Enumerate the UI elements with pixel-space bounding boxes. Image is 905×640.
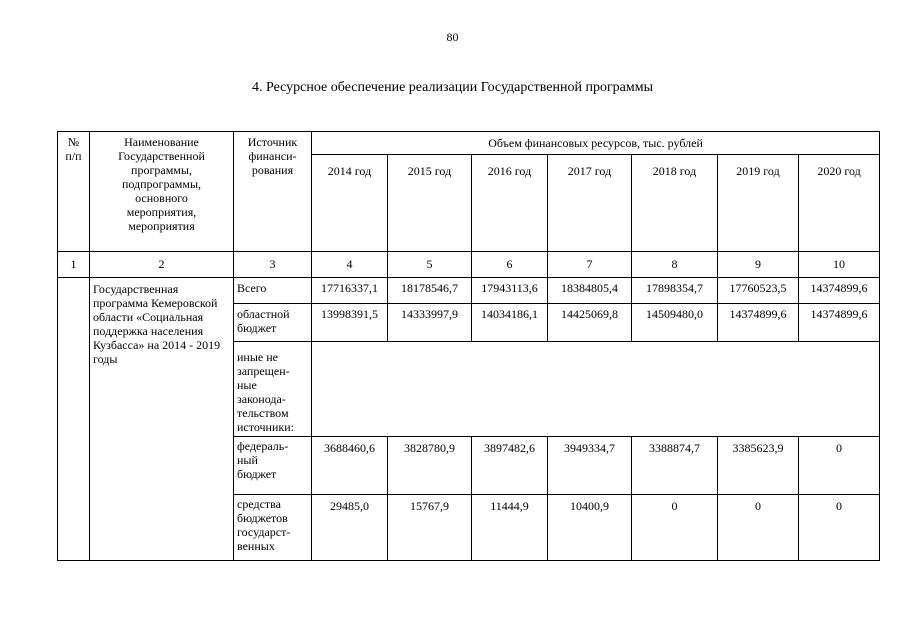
header-source: Источник финанси- рования bbox=[234, 132, 312, 252]
year-header: 2014 год bbox=[312, 155, 388, 252]
amount-cell: 14425069,8 bbox=[548, 304, 632, 342]
other-sources-blank bbox=[312, 342, 880, 437]
column-number: 9 bbox=[718, 252, 799, 278]
other-sources-label: иные не запрещен- ные законода- тельством источники: bbox=[234, 342, 312, 437]
header-number: № п/п bbox=[58, 132, 90, 252]
amount-cell: 0 bbox=[799, 437, 880, 495]
header-name: Наименование Государственной программы, подпрограммы, основного мероприятия, мероприятия bbox=[90, 132, 234, 252]
amount-cell: 18384805,4 bbox=[548, 278, 632, 304]
year-header: 2016 год bbox=[472, 155, 548, 252]
amount-cell: 11444,9 bbox=[472, 495, 548, 561]
funding-source bbox=[234, 278, 312, 304]
amount-cell: 14333997,9 bbox=[388, 304, 472, 342]
amount-cell: 3388874,7 bbox=[632, 437, 718, 495]
column-number: 3 bbox=[234, 252, 312, 278]
amount-cell: 14374899,6 bbox=[718, 304, 799, 342]
year-header: 2019 год bbox=[718, 155, 799, 252]
amount-cell: 14034186,1 bbox=[472, 304, 548, 342]
column-number: 4 bbox=[312, 252, 388, 278]
page-number: 80 bbox=[446, 30, 459, 44]
amount-cell: 0 bbox=[718, 495, 799, 561]
amount-cell: 29485,0 bbox=[312, 495, 388, 561]
funding-source-label: средства бюджетов государст- венных bbox=[237, 497, 291, 553]
amount-cell: 10400,9 bbox=[548, 495, 632, 561]
column-number: 5 bbox=[388, 252, 472, 278]
program-name: Государственная программа Кемеровской области «Социальная поддержка населения Кузбасса» на 2014 - 2019 годы bbox=[90, 278, 234, 561]
column-number: 7 bbox=[548, 252, 632, 278]
year-header: 2018 год bbox=[632, 155, 718, 252]
amount-cell: 17760523,5 bbox=[718, 278, 799, 304]
column-number: 2 bbox=[90, 252, 234, 278]
funding-source bbox=[234, 495, 312, 561]
amount-cell: 3949334,7 bbox=[548, 437, 632, 495]
section-title: 4. Ресурсное обеспечение реализации Государственной программы bbox=[251, 80, 654, 95]
year-header: 2017 год bbox=[548, 155, 632, 252]
amount-cell: 0 bbox=[799, 495, 880, 561]
year-header: 2020 год bbox=[799, 155, 880, 252]
amount-cell: 3828780,9 bbox=[388, 437, 472, 495]
amount-cell: 15767,9 bbox=[388, 495, 472, 561]
column-number: 8 bbox=[632, 252, 718, 278]
amount-cell: 17716337,1 bbox=[312, 278, 388, 304]
resource-table bbox=[57, 131, 880, 561]
funding-source bbox=[234, 304, 312, 342]
header-volume: Объем финансовых ресурсов, тыс. рублей bbox=[312, 132, 880, 155]
funding-source-label: областной бюджет bbox=[237, 307, 290, 335]
program-number bbox=[58, 278, 90, 561]
amount-cell: 0 bbox=[632, 495, 718, 561]
column-number: 6 bbox=[472, 252, 548, 278]
funding-source-label: Всего bbox=[237, 281, 267, 295]
funding-source bbox=[234, 437, 312, 495]
amount-cell: 17943113,6 bbox=[472, 278, 548, 304]
amount-cell: 18178546,7 bbox=[388, 278, 472, 304]
amount-cell: 14374899,6 bbox=[799, 304, 880, 342]
column-number: 1 bbox=[58, 252, 90, 278]
amount-cell: 17898354,7 bbox=[632, 278, 718, 304]
amount-cell: 3385623,9 bbox=[718, 437, 799, 495]
amount-cell: 3688460,6 bbox=[312, 437, 388, 495]
amount-cell: 13998391,5 bbox=[312, 304, 388, 342]
year-header: 2015 год bbox=[388, 155, 472, 252]
amount-cell: 14509480,0 bbox=[632, 304, 718, 342]
funding-source-label: федераль- ный бюджет bbox=[237, 439, 289, 481]
amount-cell: 14374899,6 bbox=[799, 278, 880, 304]
column-number: 10 bbox=[799, 252, 880, 278]
amount-cell: 3897482,6 bbox=[472, 437, 548, 495]
